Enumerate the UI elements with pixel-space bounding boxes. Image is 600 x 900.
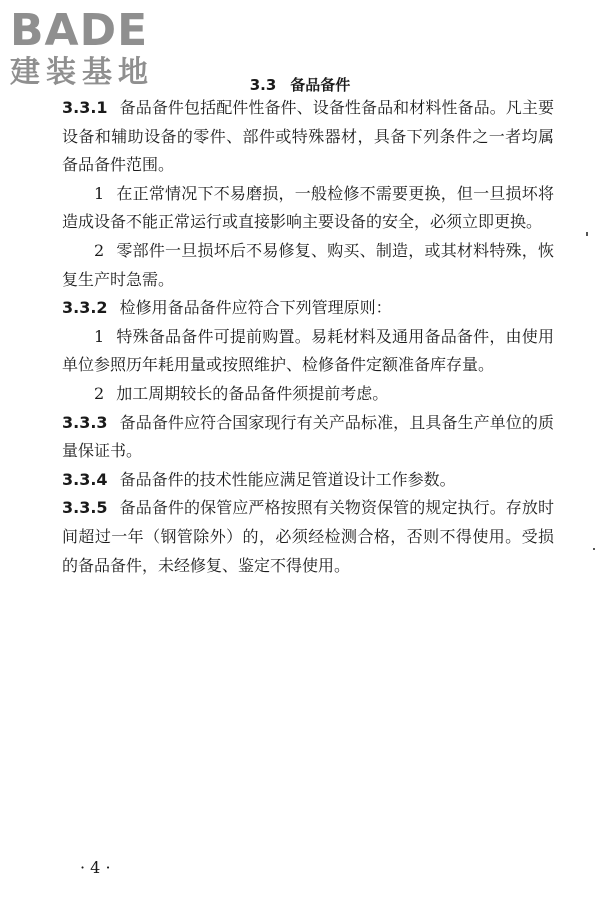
- clause-text: 备品备件的技术性能应满足管道设计工作参数。: [119, 469, 456, 489]
- clause-text: 备品备件包括配件性备件、设备性备品和材料性备品。凡主要设备和辅助设备的零件、部件或特殊器材，具备下列条件之一者均属备品备件范围。: [62, 98, 554, 175]
- item-text: 加工周期较长的备品备件须提前考虑。: [116, 383, 389, 403]
- item-number: 1: [94, 326, 105, 346]
- clause-3-3-5: [62, 494, 554, 580]
- clause-3-3-1: [62, 94, 554, 180]
- clause-number: 3.3.5: [62, 498, 108, 518]
- section-heading: [0, 74, 600, 95]
- clause-3-3-2: [62, 294, 554, 323]
- clause-item: [62, 237, 554, 294]
- section-body: [62, 94, 554, 580]
- scan-speck: [586, 232, 588, 236]
- item-text: 零部件一旦损坏后不易修复、购买、制造，或其材料特殊，恢复生产时急需。: [62, 240, 554, 289]
- clause-3-3-4: [62, 466, 554, 495]
- clause-item: [62, 380, 554, 409]
- clause-item: [62, 180, 554, 237]
- watermark-brand: BADE: [10, 5, 149, 56]
- scan-speck: [593, 548, 595, 550]
- clause-text: 备品备件的保管应严格按照有关物资保管的规定执行。存放时间超过一年（钢管除外）的，必须经检测合格，否则不得使用。受损的备品备件，未经修复、鉴定不得使用。: [62, 498, 554, 575]
- page-number: · 4 ·: [80, 858, 111, 877]
- item-number: 1: [94, 183, 105, 203]
- watermark-subtitle: 建装基地: [10, 55, 154, 90]
- clause-text: 备品备件应符合国家现行有关产品标准，且具备生产单位的质量保证书。: [62, 412, 554, 461]
- clause-number: 3.3.1: [62, 98, 108, 117]
- clause-number: 3.3.3: [62, 412, 108, 432]
- clause-text: 检修用备品备件应符合下列管理原则：: [119, 298, 392, 318]
- clause-3-3-3: [62, 409, 554, 466]
- item-text: 在正常情况下不易磨损，一般检修不需要更换，但一旦损坏将造成设备不能正常运行或直接影响主要设备的安全，必须立即更换。: [62, 183, 554, 232]
- clause-number: 3.3.4: [62, 469, 108, 489]
- clause-item: [62, 323, 554, 380]
- section-title: 备品备件: [290, 76, 351, 94]
- item-number: 2: [94, 383, 105, 403]
- item-number: 2: [94, 240, 105, 260]
- section-number: 3.3: [249, 76, 277, 94]
- clause-number: 3.3.2: [62, 298, 108, 318]
- item-text: 特殊备品备件可提前购置。易耗材料及通用备品备件，由使用单位参照历年耗用量或按照维护、检修备件定额准备库存量。: [62, 326, 554, 375]
